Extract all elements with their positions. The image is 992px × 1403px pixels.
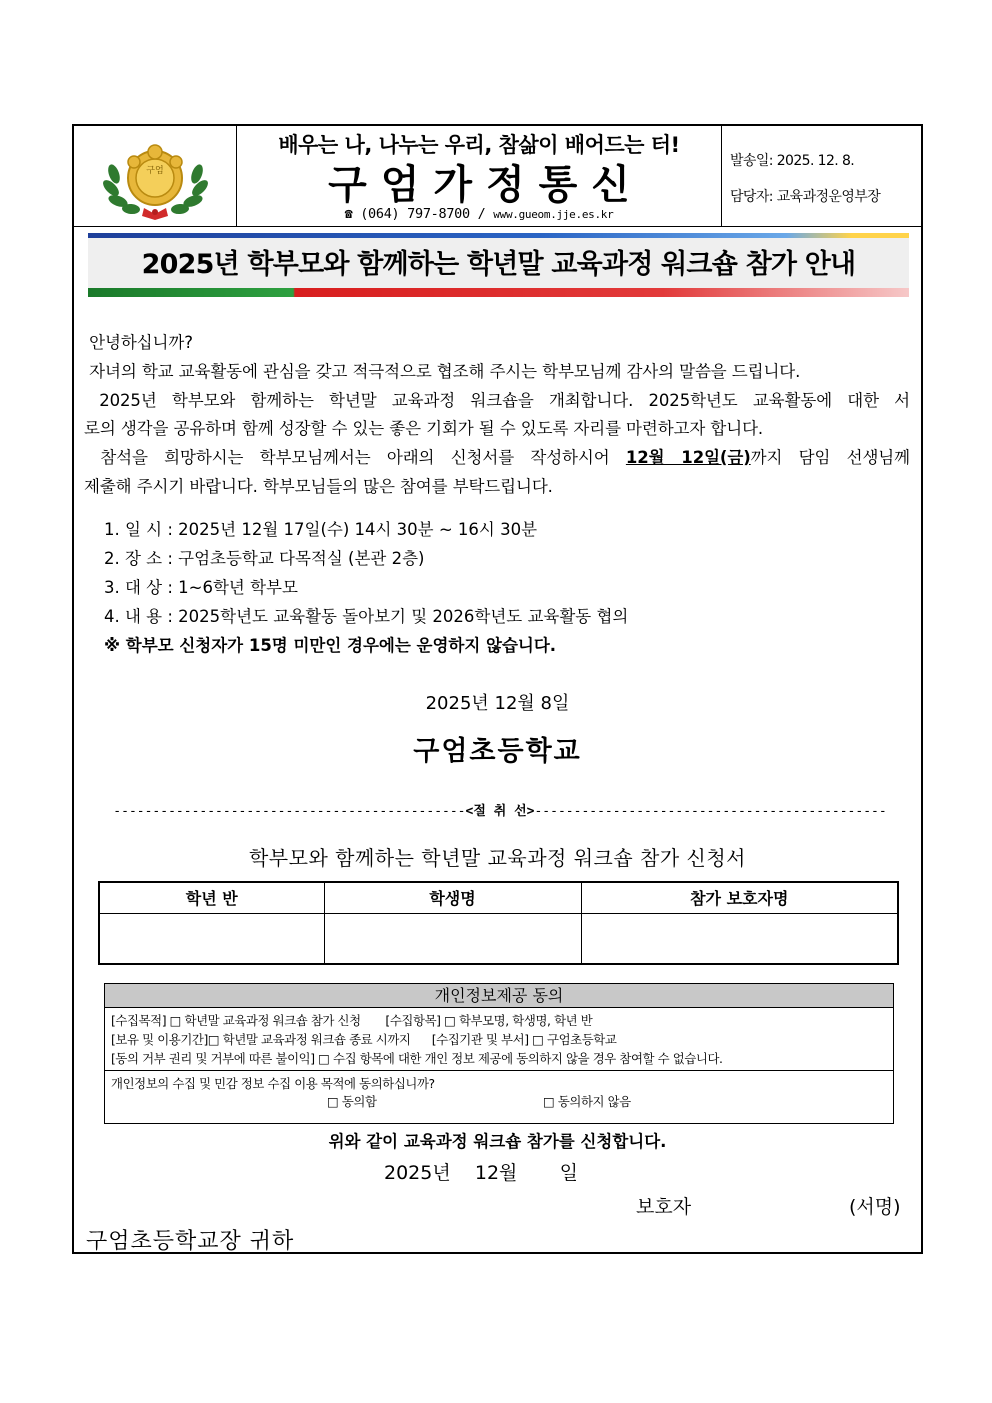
- agree-checkbox[interactable]: □ 동의함: [327, 1094, 377, 1109]
- banner-top-bar: [88, 233, 909, 238]
- notice: ※ 학부모 신청자가 15명 미만인 경우에는 운영하지 않습니다.: [104, 636, 557, 655]
- paragraph-3-line-1: 참석을 희망하시는 학부모님께서는 아래의 신청서를 작성하시어 12월 12일(금)까지 담임 선생님께: [100, 448, 910, 467]
- student-name-field[interactable]: [324, 913, 581, 964]
- newsletter-title: 구엄가정통신: [328, 162, 644, 208]
- privacy-consent-box: [104, 983, 894, 1124]
- consent-details: [105, 1008, 893, 1071]
- disagree-checkbox[interactable]: □ 동의하지 않음: [543, 1094, 631, 1109]
- list-item: 3. 대 상 : 1~6학년 학부모: [104, 578, 298, 597]
- info-cell: [721, 126, 921, 227]
- title-cell: [237, 126, 721, 227]
- school-emblem-icon: [74, 126, 237, 227]
- guardian-label: 보호자: [636, 1196, 692, 1218]
- phone-number: ☎ (064) 797-8700: [344, 206, 470, 222]
- consent-line-1: [수집목적] □ 학년말 교육과정 워크숍 참가 신청 [수집항목] □ 학부모명, 학생명, 학년 반: [111, 1013, 593, 1028]
- col-grade-class: 학년 반: [99, 882, 324, 913]
- school-motto: 배우는 나, 나누는 우리, 참삶이 배어드는 터!: [278, 133, 680, 157]
- cut-line: ---------------------------------------------<절 취 선>---------------------------------------------: [113, 804, 887, 819]
- school-url: www.gueom.jje.es.kr: [493, 208, 614, 221]
- paragraph-2-line-2: 로의 생각을 공유하며 함께 성장할 수 있는 좋은 기회가 될 수 있도록 자리를 마련하고자 합니다.: [84, 419, 764, 438]
- svg-text:구엄: 구엄: [146, 166, 164, 176]
- newsletter-header: [74, 126, 921, 227]
- guardian-name-field[interactable]: [581, 913, 898, 964]
- addressee: 구엄초등학교장 귀하: [86, 1229, 295, 1254]
- table-header-row: [99, 882, 898, 913]
- paragraph-1: 자녀의 학교 교육활동에 관심을 갖고 적극적으로 협조해 주시는 학부모님께 감사의 말씀을 드립니다.: [89, 362, 801, 381]
- list-item: 4. 내 용 : 2025학년도 교육활동 돌아보기 및 2026학년도 교육활동 협의: [104, 607, 629, 626]
- greeting: 안녕하십니까?: [89, 333, 193, 352]
- paragraph-2-line-1: 2025년 학부모와 함께하는 학년말 교육과정 워크숍을 개최합니다. 2025학년도 교육활동에 대한 서: [99, 391, 910, 410]
- application-table: [98, 881, 899, 965]
- grade-class-field[interactable]: [99, 913, 324, 964]
- form-title: 학부모와 함께하는 학년말 교육과정 워크숍 참가 신청서: [248, 846, 746, 870]
- page-title: 2025년 학부모와 함께하는 학년말 교육과정 워크숍 참가 안내: [141, 249, 856, 280]
- manager: 담당자: 교육과정운영부장: [730, 189, 881, 205]
- paragraph-3-line-2: 제출해 주시기 바랍니다. 학부모님들의 많은 참여를 부탁드립니다.: [84, 477, 553, 496]
- consent-header: 개인정보제공 동의: [105, 984, 893, 1008]
- deadline: 12월 12일(금): [625, 448, 751, 467]
- apply-date[interactable]: 2025년 12월 일: [384, 1162, 579, 1184]
- contact-line: ☎ (064) 797-8700 / www.gueom.jje.es.kr: [344, 206, 614, 222]
- document-frame: [72, 124, 923, 1254]
- cut-line-label: <절 취 선>: [465, 804, 535, 819]
- consent-line-3: [동의 거부 권리 및 거부에 따른 불이익] □ 수집 항목에 대한 개인 정보 제공에 동의하지 않을 경우 참여할 수 없습니다.: [111, 1051, 723, 1066]
- col-student-name: 학생명: [324, 882, 581, 913]
- consent-question: 개인정보의 수집 및 민감 정보 수집 이용 목적에 동의하십니까?: [111, 1076, 435, 1091]
- details-list: [104, 515, 628, 660]
- consent-question-area: [105, 1071, 893, 1123]
- school-name: 구엄초등학교: [413, 736, 582, 767]
- logo-cell: [74, 126, 237, 227]
- list-item: 2. 장 소 : 구엄초등학교 다목적실 (본관 2층): [104, 549, 425, 568]
- issue-date: 2025년 12월 8일: [425, 693, 570, 714]
- table-row: [99, 913, 898, 964]
- signature-label[interactable]: (서명): [849, 1196, 901, 1218]
- sent-date: 발송일: 2025. 12. 8.: [730, 153, 855, 169]
- apply-statement: 위와 같이 교육과정 워크숍 참가를 신청합니다.: [328, 1132, 667, 1151]
- list-item: 1. 일 시 : 2025년 12월 17일(수) 14시 30분 ~ 16시 30분: [104, 520, 538, 539]
- banner-bottom-bar: [88, 288, 909, 297]
- col-guardian-name: 참가 보호자명: [581, 882, 898, 913]
- consent-line-2: [보유 및 이용기간]□ 학년말 교육과정 워크숍 종료 시까지 [수집기관 및 부서] □ 구엄초등학교: [111, 1032, 617, 1047]
